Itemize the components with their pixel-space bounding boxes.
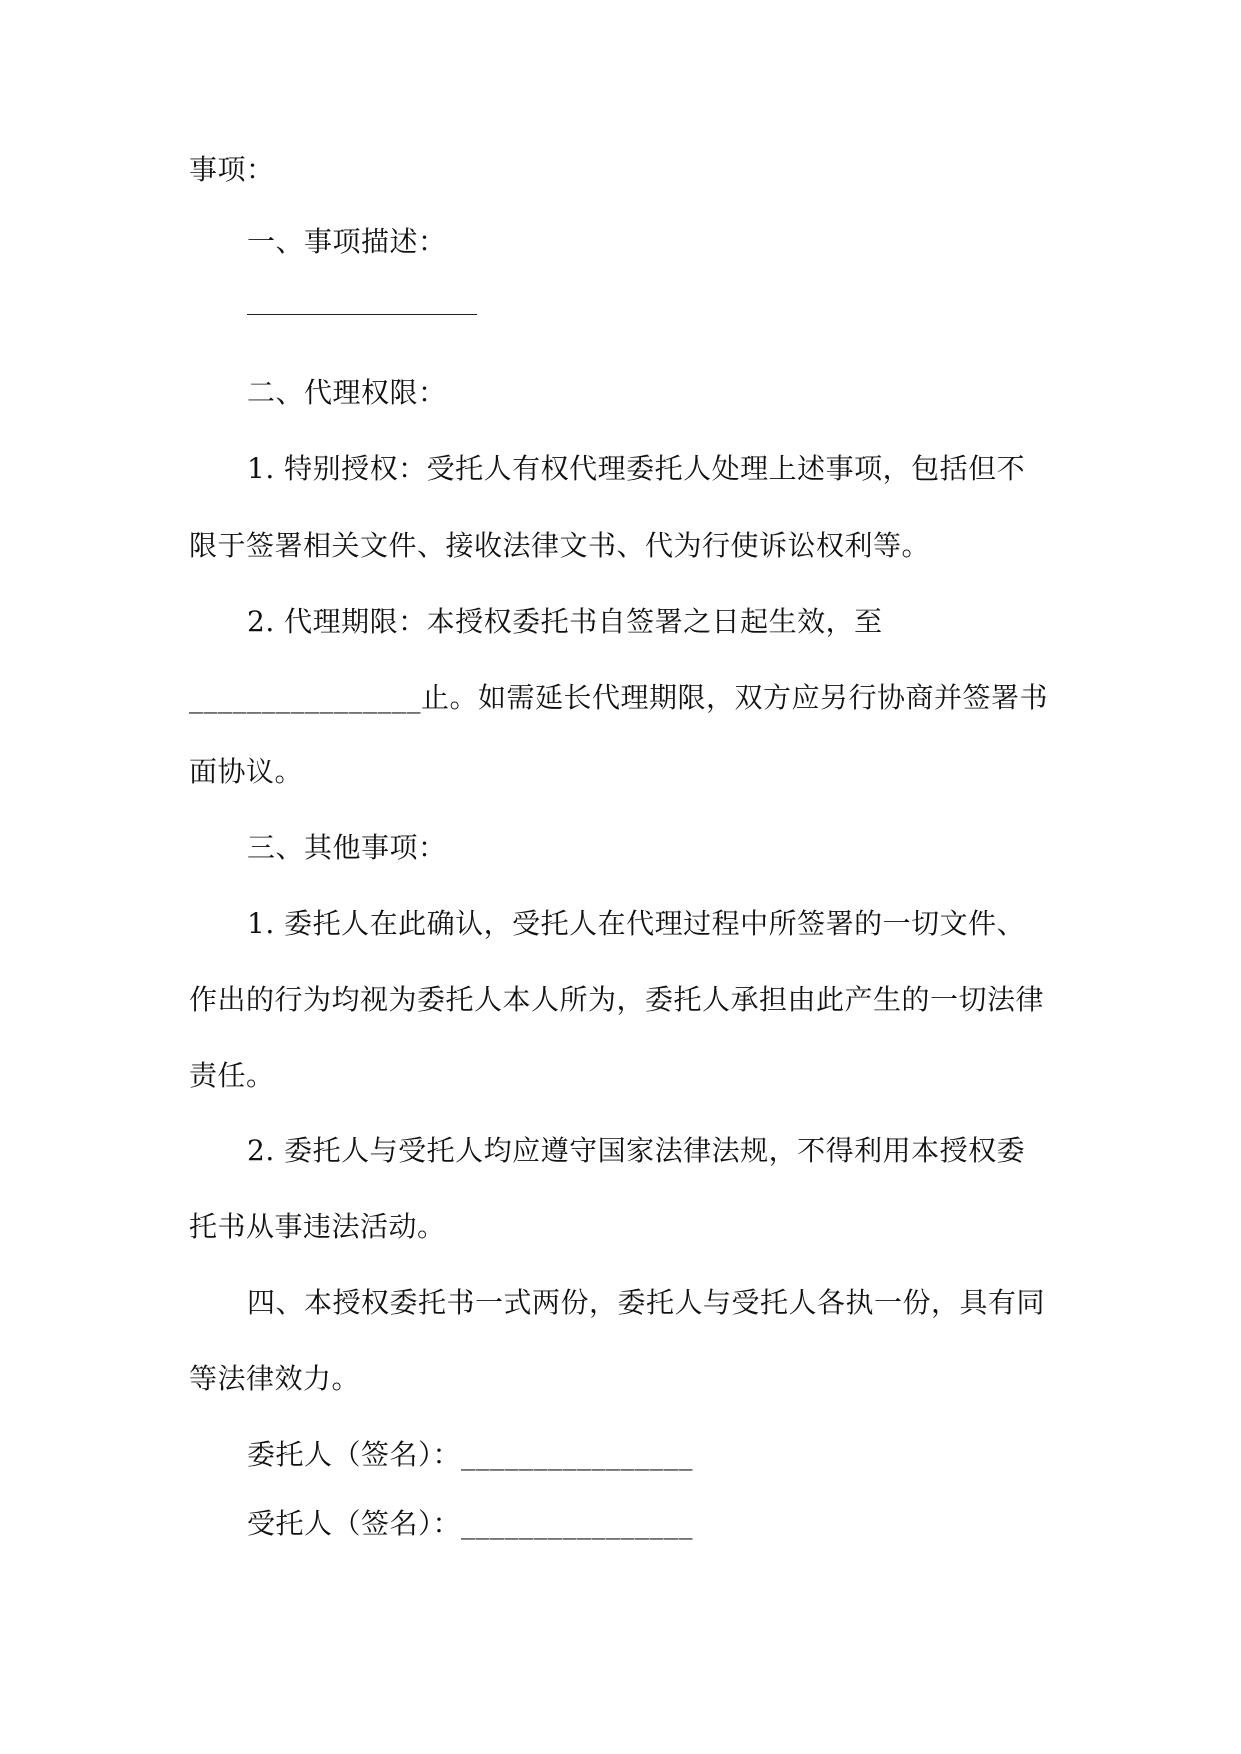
clause-heading-2: 二、代理权限： bbox=[247, 376, 447, 409]
paragraph-line: 2. 代理期限：本授权委托书自签署之日起生效，至 bbox=[247, 605, 883, 638]
principal-signature-line: 委托人（签名）：________________ bbox=[247, 1438, 694, 1471]
paragraph-line: 1. 委托人在此确认，受托人在代理过程中所签署的一切文件、 bbox=[247, 907, 1026, 940]
agent-signature-line: 受托人（签名）：________________ bbox=[247, 1507, 694, 1540]
description-blank bbox=[247, 282, 1059, 322]
paragraph-line: 四、本授权委托书一式两份，委托人与受托人各执一份，具有同 bbox=[247, 1286, 1046, 1319]
paragraph-line: 责任。 bbox=[189, 1059, 275, 1092]
paragraph-line: 2. 委托人与受托人均应遵守国家法律法规，不得利用本授权委 bbox=[247, 1134, 1026, 1167]
section-heading: 事项： bbox=[189, 153, 275, 186]
clause-heading-1: 一、事项描述： bbox=[247, 225, 447, 258]
paragraph-line: 1. 特别授权：受托人有权代理委托人处理上述事项，包括但不 bbox=[247, 452, 1026, 485]
clause-heading-3: 三、其他事项： bbox=[247, 831, 447, 864]
paragraph-line: ________________止。如需延长代理期限，双方应另行协商并签署书 bbox=[189, 681, 1049, 714]
paragraph-line: 面协议。 bbox=[189, 755, 304, 788]
paragraph-line: 托书从事违法活动。 bbox=[189, 1210, 446, 1243]
paragraph-line: 限于签署相关文件、接收法律文书、代为行使诉讼权利等。 bbox=[189, 529, 931, 562]
description-underline bbox=[247, 314, 477, 315]
paragraph-line: 等法律效力。 bbox=[189, 1362, 361, 1395]
paragraph-line: 作出的行为均视为委托人本人所为，委托人承担由此产生的一切法律 bbox=[189, 983, 1045, 1016]
